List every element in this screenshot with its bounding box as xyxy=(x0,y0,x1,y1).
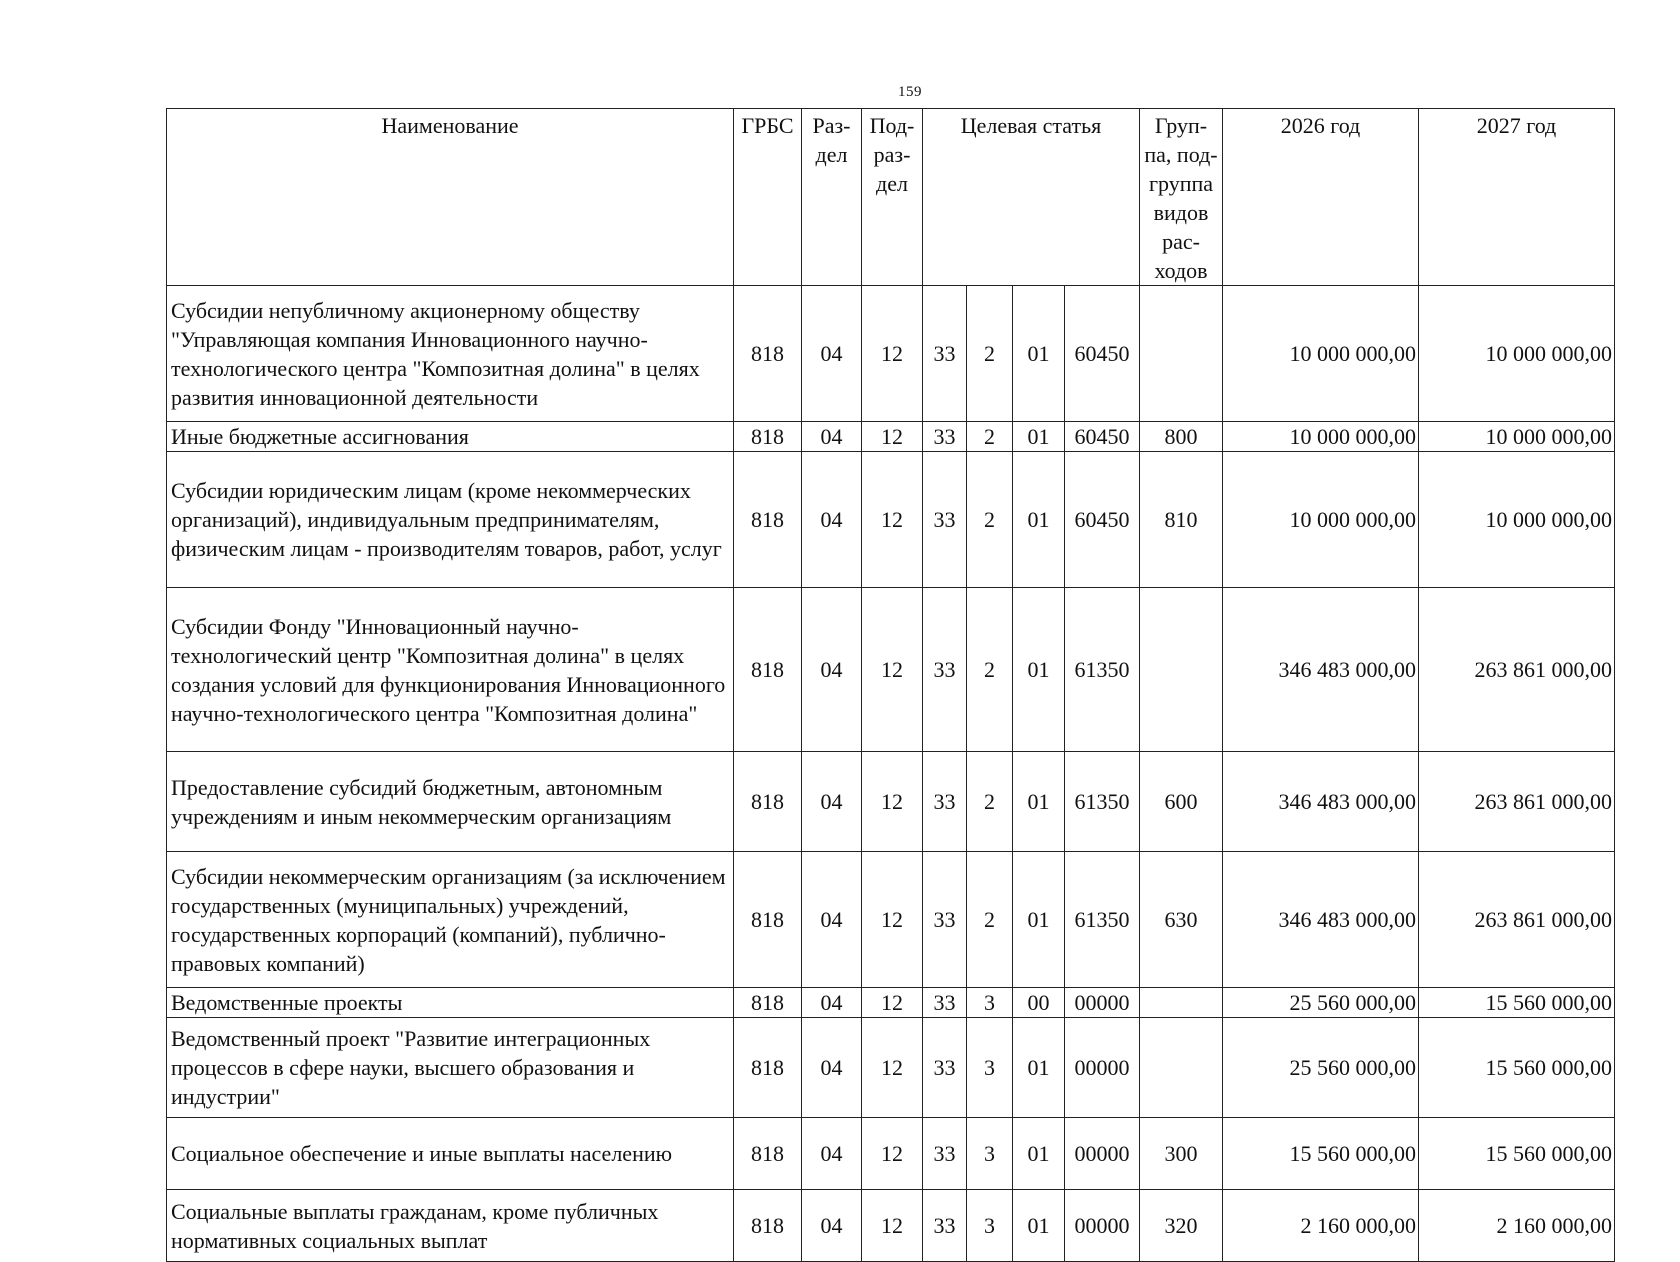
cell-sum-2026: 346 483 000,00 xyxy=(1223,588,1419,752)
header-name-text: Наименование xyxy=(381,113,519,138)
cell-target-program: 33 xyxy=(923,588,967,752)
cell-expense-group xyxy=(1140,588,1223,752)
cell-grbs: 818 xyxy=(734,286,802,422)
table-row xyxy=(167,752,1615,852)
cell-expense-group: 320 xyxy=(1140,1190,1223,1262)
cell-grbs: 818 xyxy=(734,988,802,1018)
header-razdel xyxy=(802,109,862,286)
page-number: 159 xyxy=(898,84,922,100)
cell-razdel: 04 xyxy=(802,422,862,452)
cell-expense-group xyxy=(1140,1018,1223,1118)
header-2026-text: 2026 год xyxy=(1280,113,1361,138)
cell-sum-2026: 10 000 000,00 xyxy=(1223,286,1419,422)
cell-target-direction: 61350 xyxy=(1065,588,1140,752)
cell-sum-2026: 25 560 000,00 xyxy=(1223,988,1419,1018)
cell-target-subprogram: 3 xyxy=(967,988,1013,1018)
cell-name: Социальное обеспечение и иные выплаты населению xyxy=(167,1118,734,1190)
cell-target-event: 01 xyxy=(1013,452,1065,588)
cell-target-direction: 60450 xyxy=(1065,452,1140,588)
header-expense-group xyxy=(1140,109,1223,286)
table-row xyxy=(167,1118,1615,1190)
cell-sum-2026: 10 000 000,00 xyxy=(1223,452,1419,588)
cell-expense-group: 600 xyxy=(1140,752,1223,852)
cell-target-direction: 00000 xyxy=(1065,1018,1140,1118)
table-row xyxy=(167,588,1615,752)
table-row xyxy=(167,452,1615,588)
cell-target-subprogram: 2 xyxy=(967,452,1013,588)
cell-sum-2026: 25 560 000,00 xyxy=(1223,1018,1419,1118)
cell-grbs: 818 xyxy=(734,1190,802,1262)
budget-table xyxy=(166,108,1615,1262)
cell-grbs: 818 xyxy=(734,852,802,988)
cell-sum-2026: 10 000 000,00 xyxy=(1223,422,1419,452)
cell-name: Иные бюджетные ассигнования xyxy=(167,422,734,452)
cell-target-subprogram: 2 xyxy=(967,422,1013,452)
cell-podrazdel: 12 xyxy=(862,1118,923,1190)
cell-target-subprogram: 2 xyxy=(967,588,1013,752)
cell-sum-2027: 15 560 000,00 xyxy=(1419,1018,1615,1118)
cell-target-direction: 60450 xyxy=(1065,286,1140,422)
cell-target-event: 01 xyxy=(1013,752,1065,852)
cell-target-program: 33 xyxy=(923,1190,967,1262)
cell-podrazdel: 12 xyxy=(862,422,923,452)
table-row xyxy=(167,422,1615,452)
cell-target-direction: 60450 xyxy=(1065,422,1140,452)
cell-sum-2027: 10 000 000,00 xyxy=(1419,286,1615,422)
table-row xyxy=(167,1190,1615,1262)
table-row xyxy=(167,988,1615,1018)
cell-razdel: 04 xyxy=(802,1190,862,1262)
cell-sum-2026: 346 483 000,00 xyxy=(1223,752,1419,852)
cell-target-subprogram: 2 xyxy=(967,752,1013,852)
table-header-row xyxy=(167,109,1615,286)
cell-target-program: 33 xyxy=(923,988,967,1018)
cell-grbs: 818 xyxy=(734,422,802,452)
cell-target-program: 33 xyxy=(923,852,967,988)
cell-razdel: 04 xyxy=(802,286,862,422)
cell-target-direction: 61350 xyxy=(1065,852,1140,988)
cell-sum-2026: 15 560 000,00 xyxy=(1223,1118,1419,1190)
cell-sum-2027: 263 861 000,00 xyxy=(1419,752,1615,852)
cell-podrazdel: 12 xyxy=(862,1018,923,1118)
header-podrazdel-text: Под- раз- дел xyxy=(869,113,915,196)
header-razdel-text: Раз- дел xyxy=(812,113,851,167)
cell-razdel: 04 xyxy=(802,752,862,852)
cell-target-subprogram: 3 xyxy=(967,1018,1013,1118)
cell-target-direction: 00000 xyxy=(1065,1118,1140,1190)
cell-grbs: 818 xyxy=(734,752,802,852)
cell-podrazdel: 12 xyxy=(862,752,923,852)
cell-name: Предоставление субсидий бюджетным, автономным учреждениям и иным некоммерческим организациям xyxy=(167,752,734,852)
cell-target-program: 33 xyxy=(923,1118,967,1190)
cell-target-event: 01 xyxy=(1013,588,1065,752)
cell-razdel: 04 xyxy=(802,852,862,988)
cell-sum-2027: 2 160 000,00 xyxy=(1419,1190,1615,1262)
cell-name: Ведомственный проект "Развитие интеграционных процессов в сфере науки, высшего образования и индустрии" xyxy=(167,1018,734,1118)
cell-target-event: 01 xyxy=(1013,286,1065,422)
cell-target-event: 00 xyxy=(1013,988,1065,1018)
cell-target-program: 33 xyxy=(923,1018,967,1118)
cell-podrazdel: 12 xyxy=(862,452,923,588)
cell-name: Субсидии некоммерческим организациям (за исключением государственных (муниципальных) учреждений, государственных корпораций (компаний), публично-правовых компаний) xyxy=(167,852,734,988)
header-target-text: Целевая статья xyxy=(960,113,1102,138)
cell-name: Социальные выплаты гражданам, кроме публичных нормативных социальных выплат xyxy=(167,1190,734,1262)
cell-razdel: 04 xyxy=(802,988,862,1018)
cell-sum-2027: 263 861 000,00 xyxy=(1419,588,1615,752)
cell-target-subprogram: 2 xyxy=(967,852,1013,988)
header-grbs-text: ГРБС xyxy=(741,113,794,138)
table-row xyxy=(167,1018,1615,1118)
cell-sum-2027: 10 000 000,00 xyxy=(1419,422,1615,452)
cell-expense-group: 630 xyxy=(1140,852,1223,988)
cell-sum-2027: 15 560 000,00 xyxy=(1419,988,1615,1018)
cell-razdel: 04 xyxy=(802,1118,862,1190)
cell-name: Субсидии непубличному акционерному обществу "Управляющая компания Инновационного научно-технологического центра "Композитная долина" в целях развития инновационной деятельности xyxy=(167,286,734,422)
cell-podrazdel: 12 xyxy=(862,1190,923,1262)
table-row xyxy=(167,286,1615,422)
cell-podrazdel: 12 xyxy=(862,286,923,422)
cell-sum-2027: 10 000 000,00 xyxy=(1419,452,1615,588)
cell-podrazdel: 12 xyxy=(862,588,923,752)
cell-target-direction: 00000 xyxy=(1065,988,1140,1018)
header-group-text: Груп- па, под- группа видов рас- ходов xyxy=(1144,113,1218,283)
cell-target-program: 33 xyxy=(923,452,967,588)
cell-razdel: 04 xyxy=(802,452,862,588)
cell-target-event: 01 xyxy=(1013,1190,1065,1262)
cell-target-program: 33 xyxy=(923,286,967,422)
cell-expense-group: 810 xyxy=(1140,452,1223,588)
cell-expense-group: 800 xyxy=(1140,422,1223,452)
header-year-2026 xyxy=(1223,109,1419,286)
cell-target-subprogram: 3 xyxy=(967,1190,1013,1262)
cell-target-event: 01 xyxy=(1013,422,1065,452)
cell-target-subprogram: 3 xyxy=(967,1118,1013,1190)
cell-expense-group: 300 xyxy=(1140,1118,1223,1190)
header-name xyxy=(167,109,734,286)
header-2027-text: 2027 год xyxy=(1476,113,1557,138)
cell-expense-group xyxy=(1140,988,1223,1018)
header-podrazdel xyxy=(862,109,923,286)
header-grbs xyxy=(734,109,802,286)
cell-sum-2026: 2 160 000,00 xyxy=(1223,1190,1419,1262)
cell-target-direction: 00000 xyxy=(1065,1190,1140,1262)
cell-sum-2027: 15 560 000,00 xyxy=(1419,1118,1615,1190)
cell-grbs: 818 xyxy=(734,588,802,752)
table-row xyxy=(167,852,1615,988)
cell-name: Ведомственные проекты xyxy=(167,988,734,1018)
cell-expense-group xyxy=(1140,286,1223,422)
header-year-2027 xyxy=(1419,109,1615,286)
cell-target-program: 33 xyxy=(923,422,967,452)
cell-grbs: 818 xyxy=(734,1118,802,1190)
cell-target-event: 01 xyxy=(1013,852,1065,988)
cell-target-event: 01 xyxy=(1013,1118,1065,1190)
cell-target-direction: 61350 xyxy=(1065,752,1140,852)
cell-target-event: 01 xyxy=(1013,1018,1065,1118)
cell-podrazdel: 12 xyxy=(862,852,923,988)
cell-grbs: 818 xyxy=(734,452,802,588)
cell-razdel: 04 xyxy=(802,588,862,752)
cell-podrazdel: 12 xyxy=(862,988,923,1018)
cell-razdel: 04 xyxy=(802,1018,862,1118)
header-target-article xyxy=(923,109,1140,286)
cell-name: Субсидии юридическим лицам (кроме некоммерческих организаций), индивидуальным предпринимателям, физическим лицам - производителям товаров, работ, услуг xyxy=(167,452,734,588)
cell-target-subprogram: 2 xyxy=(967,286,1013,422)
cell-grbs: 818 xyxy=(734,1018,802,1118)
cell-sum-2027: 263 861 000,00 xyxy=(1419,852,1615,988)
cell-name: Субсидии Фонду "Инновационный научно-технологический центр "Композитная долина" в целях создания условий для функционирования Инновационного научно-технологического центра "Композитная долина" xyxy=(167,588,734,752)
cell-sum-2026: 346 483 000,00 xyxy=(1223,852,1419,988)
cell-target-program: 33 xyxy=(923,752,967,852)
